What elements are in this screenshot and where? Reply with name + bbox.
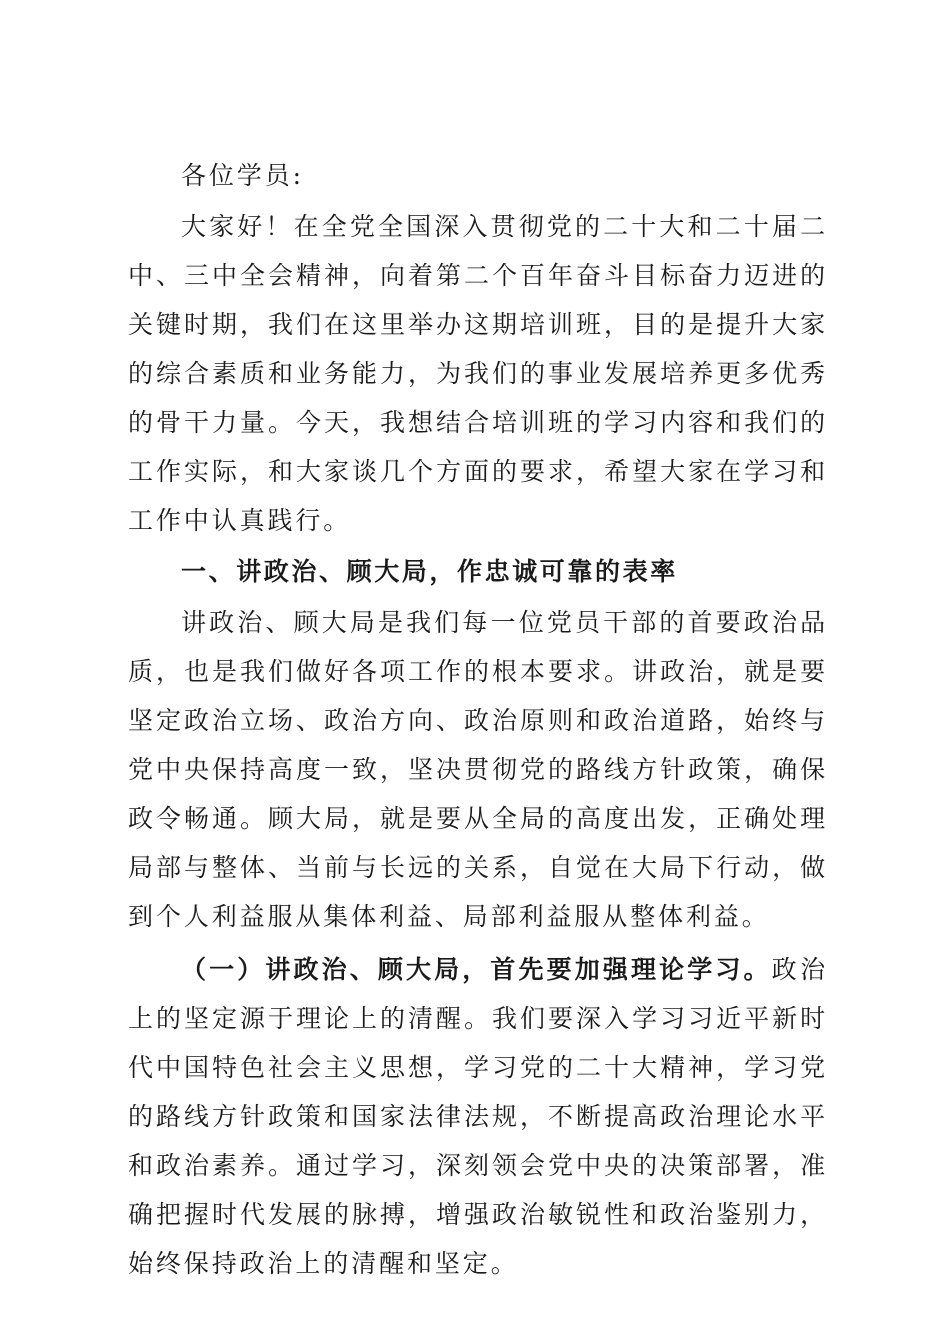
section-1-paragraph: 讲政治、顾大局是我们每一位党员干部的首要政治品质，也是我们做好各项工作的根本要求。讲政治，就是要坚定政治立场、政治方向、政治原则和政治道路，始终与党中央保持高度一致，坚决贯彻党的路线方针政策，确保政令畅通。顾大局，就是要从全局的高度出发，正确处理局部与整体、当前与长远的关系，自觉在大局下行动，做到个人利益服从集体利益、局部利益服从整体利益。 (128, 608, 828, 931)
salutation: 各位学员: (181, 161, 304, 190)
document-body (128, 151, 828, 1288)
subsection-1-body: 政治上的坚定源于理论上的清醒。我们要深入学习习近平新时代中国特色社会主义思想，学习党的二十大精神，学习党的路线方针政策和国家法律法规，不断提高政治理论水平和政治素养。通过学习，深刻领会党中央的决策部署，准确把握时代发展的脉搏，增强政治敏锐性和政治鉴别力，始终保持政治上的清醒和坚定。 (128, 955, 828, 1278)
subsection-1-paragraph (128, 945, 828, 1288)
section-1-heading: 一、讲政治、顾大局，作忠诚可靠的表率 (181, 557, 678, 586)
intro-paragraph: 大家好！在全党全国深入贯彻党的二十大和二十届二中、三中全会精神，向着第二个百年奋斗目标奋力迈进的关键时期，我们在这里举办这期培训班，目的是提升大家的综合素质和业务能力，为我们的事业发展培养更多优秀的骨干力量。今天，我想结合培训班的学习内容和我们的工作实际，和大家谈几个方面的要求，希望大家在学习和工作中认真践行。 (128, 212, 828, 535)
subsection-1-lead: （一）讲政治、顾大局，首先要加强理论学习。 (181, 955, 772, 984)
